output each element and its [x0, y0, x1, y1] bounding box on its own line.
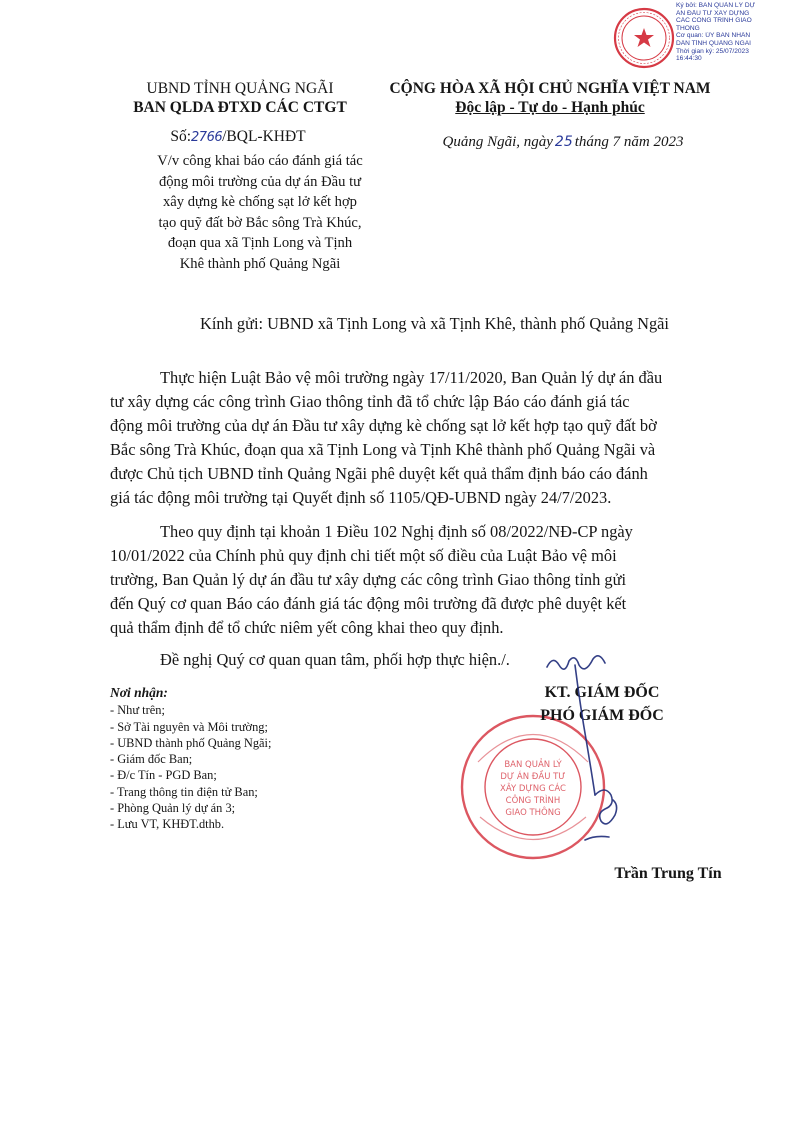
paragraph-line: quả thẩm định để tổ chức niêm yết công khai theo quy định.: [110, 618, 504, 637]
signer-position: PHÓ GIÁM ĐỐC: [540, 707, 664, 724]
seal-text: CÔNG TRÌNH: [505, 796, 561, 806]
esignature-seal-icon: [612, 6, 676, 70]
esignature-line: CÁC CÔNG TRÌNH GIAO: [676, 17, 752, 25]
distribution-item: - Lưu VT, KHĐT.dthb.: [110, 817, 225, 832]
paragraph-line: trường, Ban Quản lý dự án đầu tư xây dựng các công trình Giao thông tỉnh gửi: [110, 570, 627, 589]
paragraph-line: 10/01/2022 của Chính phủ quy định chi tiết một số điều của Luật Bảo vệ môi: [110, 546, 617, 565]
subject-line: động môi trường của dự án Đầu tư: [158, 173, 362, 190]
paragraph-line: Thực hiện Luật Bảo vệ môi trường ngày 17/11/2020, Ban Quản lý dự án đầu: [160, 368, 663, 387]
esignature-line: Cơ quan: ỦY BAN NHÂN: [676, 32, 751, 40]
distribution-item: - Giám đốc Ban;: [110, 752, 193, 767]
handwritten-signature-icon: [535, 645, 655, 875]
distribution-item: - Đ/c Tín - PGD Ban;: [110, 768, 217, 783]
seal-text: DỰ ÁN ĐẦU TƯ: [500, 772, 566, 782]
agency-name: BAN QLDA ĐTXD CÁC CTGT: [133, 99, 347, 116]
seal-text: XÂY DỰNG CÁC: [500, 784, 566, 794]
reference-number: [138, 128, 338, 146]
seal-text: BAN QUẢN LÝ: [504, 760, 562, 770]
ref-number-handwritten: 2766: [191, 130, 223, 145]
esignature-line: Thời gian ký: 25/07/2023: [676, 47, 749, 55]
signer-name: Trần Trung Tín: [614, 865, 722, 882]
distribution-item: - UBND thành phố Quảng Ngãi;: [110, 735, 272, 750]
subject-line: tạo quỹ đất bờ Bắc sông Trà Khúc,: [158, 214, 362, 231]
seal-text: GIAO THÔNG: [505, 808, 561, 818]
signing-authority: KT. GIÁM ĐỐC: [544, 684, 660, 701]
esignature-info: [676, 2, 798, 63]
distribution-list: [110, 685, 410, 833]
ref-prefix: Số:: [170, 128, 192, 145]
esignature-line: DÂN TỈNH QUẢNG NGÃI: [676, 39, 751, 47]
date-line: [398, 134, 728, 151]
date-prefix: Quảng Ngãi, ngày: [442, 134, 553, 150]
paragraph-line: giá tác động môi trường tại Quyết định số 1105/QĐ-UBND ngày 24/7/2023.: [110, 488, 612, 507]
issuing-agency: [90, 79, 390, 117]
paragraph-line: Bắc sông Trà Khúc, đoạn qua xã Tịnh Long và Tịnh Khê thành phố Quảng Ngãi và: [110, 440, 656, 459]
parent-agency: UBND TỈNH QUẢNG NGÃI: [146, 80, 334, 97]
subject: [130, 151, 390, 274]
esignature-line: 16:44:30: [676, 55, 702, 63]
paragraph-line: động môi trường của dự án Đầu tư xây dựng kè chống sạt lở kết hợp tạo quỹ đất bờ: [110, 416, 657, 435]
country-name: CỘNG HÒA XÃ HỘI CHỦ NGHĨA VIỆT NAM: [389, 80, 711, 97]
date-day-handwritten: 25: [554, 134, 573, 150]
subject-line: đoạn qua xã Tịnh Long và Tịnh: [167, 235, 353, 251]
ref-suffix: /BQL-KHĐT: [222, 128, 306, 145]
distribution-item: - Như trên;: [110, 703, 165, 718]
paragraph-line: đến Quý cơ quan Báo cáo đánh giá tác động môi trường đã được phê duyệt kết: [110, 594, 627, 613]
distribution-item: - Sở Tài nguyên và Môi trường;: [110, 719, 268, 734]
distribution-title: Nơi nhận:: [110, 685, 168, 700]
national-motto: Độc lập - Tự do - Hạnh phúc: [455, 99, 645, 116]
paragraph-line: được Chủ tịch UBND tỉnh Quảng Ngãi phê duyệt kết quả thẩm định báo cáo đánh: [110, 464, 648, 483]
distribution-item: - Trang thông tin điện tử Ban;: [110, 784, 258, 799]
paragraph-line: Đề nghị Quý cơ quan quan tâm, phối hợp thực hiện./.: [160, 650, 510, 669]
esignature-line: THÔNG: [676, 24, 700, 32]
distribution-item: - Phòng Quản lý dự án 3;: [110, 801, 236, 816]
paragraph-line: Theo quy định tại khoản 1 Điều 102 Nghị định số 08/2022/NĐ-CP ngày: [160, 522, 633, 541]
subject-line: Khê thành phố Quảng Ngãi: [179, 255, 341, 272]
national-header: [355, 79, 745, 117]
subject-line: xây dựng kè chống sạt lở kết hợp: [163, 194, 357, 210]
esignature-line: Ký bởi: BAN QUẢN LÝ DỰ: [676, 2, 756, 9]
esignature-line: ÁN ĐẦU TƯ XÂY DỰNG: [676, 9, 750, 17]
paragraph-2: [110, 520, 750, 640]
subject-line: V/v công khai báo cáo đánh giá tác: [157, 153, 363, 169]
recipient: Kính gửi: UBND xã Tịnh Long và xã Tịnh Khê, thành phố Quảng Ngãi: [200, 314, 669, 333]
paragraph-1: [110, 366, 750, 510]
paragraph-line: tư xây dựng các công trình Giao thông tỉnh đã tổ chức lập Báo cáo đánh giá tác: [110, 392, 630, 411]
date-suffix: tháng 7 năm 2023: [574, 134, 684, 150]
